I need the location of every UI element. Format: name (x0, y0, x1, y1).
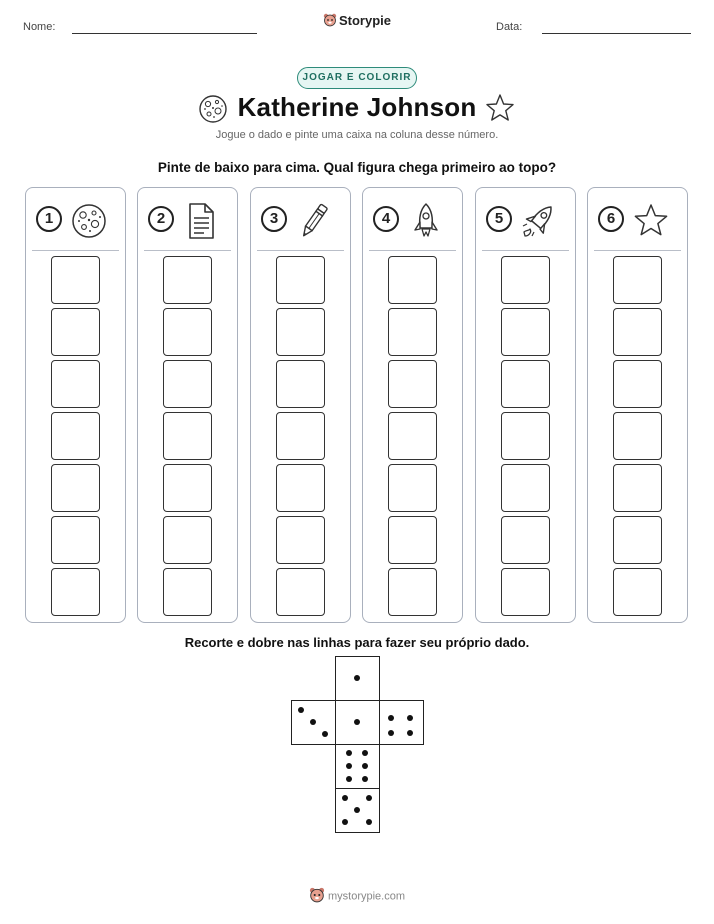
die-pip (342, 795, 348, 801)
category-badge: JOGAR E COLORIR (297, 67, 417, 89)
color-box[interactable] (276, 464, 325, 512)
die-face-5 (335, 788, 380, 833)
moon-icon (70, 202, 108, 240)
color-box[interactable] (388, 360, 437, 408)
die-pip (346, 776, 352, 782)
color-box[interactable] (51, 412, 100, 460)
column-header (251, 202, 350, 242)
color-box[interactable] (163, 308, 212, 356)
column-divider (594, 250, 681, 251)
color-box[interactable] (163, 412, 212, 460)
die-pip (310, 719, 316, 725)
game-instruction: Pinte de baixo para cima. Qual figura chega primeiro ao topo? (157, 160, 557, 175)
color-box[interactable] (501, 256, 550, 304)
die-pip (342, 819, 348, 825)
color-box[interactable] (163, 360, 212, 408)
column-1 (25, 187, 126, 623)
column-5 (475, 187, 576, 623)
star-icon (484, 92, 516, 129)
column-divider (369, 250, 456, 251)
date-label: Data: (496, 21, 523, 33)
color-box[interactable] (388, 412, 437, 460)
die-pip (407, 715, 413, 721)
die-pip (346, 750, 352, 756)
footer-url[interactable]: mystorypie.com (327, 890, 406, 903)
rocket-icon (407, 202, 445, 240)
color-box[interactable] (51, 464, 100, 512)
color-box[interactable] (501, 464, 550, 512)
color-box[interactable] (501, 308, 550, 356)
color-box[interactable] (276, 256, 325, 304)
storypie-bear-icon (309, 887, 325, 906)
column-number: 1 (36, 206, 62, 232)
brand-name: Storypie (338, 13, 391, 28)
column-number: 5 (486, 206, 512, 232)
color-box[interactable] (276, 516, 325, 564)
die-instruction: Recorte e dobre nas linhas para fazer seu próprio dado. (184, 635, 530, 650)
color-box[interactable] (388, 464, 437, 512)
die-face-3 (291, 700, 336, 745)
die-face-6 (335, 744, 380, 789)
name-label: Nome: (23, 21, 56, 33)
die-pip (362, 750, 368, 756)
color-box[interactable] (276, 308, 325, 356)
color-box[interactable] (613, 308, 662, 356)
color-box[interactable] (388, 516, 437, 564)
column-header (363, 202, 462, 242)
column-header (138, 202, 237, 242)
color-box[interactable] (163, 516, 212, 564)
column-number: 2 (148, 206, 174, 232)
column-header (476, 202, 575, 242)
color-box[interactable] (613, 464, 662, 512)
color-box[interactable] (613, 568, 662, 616)
subtitle: Jogue o dado e pinte uma caixa na coluna desse número. (215, 129, 499, 141)
column-divider (32, 250, 119, 251)
color-box[interactable] (163, 256, 212, 304)
column-2 (137, 187, 238, 623)
column-divider (482, 250, 569, 251)
page-title: Katherine Johnson (237, 92, 477, 122)
brand-logo (0, 13, 714, 30)
color-box[interactable] (276, 568, 325, 616)
die-pip (354, 719, 360, 725)
column-number: 3 (261, 206, 287, 232)
column-4 (362, 187, 463, 623)
column-3 (250, 187, 351, 623)
star-icon (632, 202, 670, 240)
color-box[interactable] (501, 568, 550, 616)
column-header (588, 202, 687, 242)
column-divider (144, 250, 231, 251)
title-row (0, 92, 714, 126)
die-pip (366, 795, 372, 801)
die-pip (354, 807, 360, 813)
column-number: 4 (373, 206, 399, 232)
die-pip (362, 763, 368, 769)
color-box[interactable] (163, 568, 212, 616)
color-box[interactable] (501, 412, 550, 460)
date-line[interactable] (542, 33, 691, 34)
column-6 (587, 187, 688, 623)
color-box[interactable] (51, 568, 100, 616)
column-header (26, 202, 125, 242)
color-box[interactable] (388, 308, 437, 356)
color-box[interactable] (276, 412, 325, 460)
color-box[interactable] (613, 516, 662, 564)
pencil-icon (295, 202, 333, 240)
color-box[interactable] (163, 464, 212, 512)
color-box[interactable] (613, 412, 662, 460)
color-box[interactable] (51, 308, 100, 356)
storypie-bear-icon (323, 13, 337, 30)
color-box[interactable] (388, 256, 437, 304)
color-box[interactable] (51, 256, 100, 304)
die-pip (354, 675, 360, 681)
die-pip (366, 819, 372, 825)
die-pip (388, 715, 394, 721)
color-box[interactable] (51, 360, 100, 408)
column-number: 6 (598, 206, 624, 232)
die-pip (362, 776, 368, 782)
document-icon (182, 202, 220, 240)
color-box[interactable] (613, 256, 662, 304)
die-face-4 (379, 700, 424, 745)
die-face-1 (335, 700, 380, 745)
die-pip (298, 707, 304, 713)
die-pip (346, 763, 352, 769)
name-line[interactable] (72, 33, 257, 34)
column-divider (257, 250, 344, 251)
die-pip (407, 730, 413, 736)
die-pip (322, 731, 328, 737)
color-box[interactable] (613, 360, 662, 408)
color-box[interactable] (501, 360, 550, 408)
footer (0, 887, 714, 906)
die-pip (388, 730, 394, 736)
color-box[interactable] (51, 516, 100, 564)
launching-rocket-icon (520, 202, 558, 240)
die-face-1 (335, 656, 380, 701)
color-box[interactable] (276, 360, 325, 408)
color-box[interactable] (501, 516, 550, 564)
color-box[interactable] (388, 568, 437, 616)
